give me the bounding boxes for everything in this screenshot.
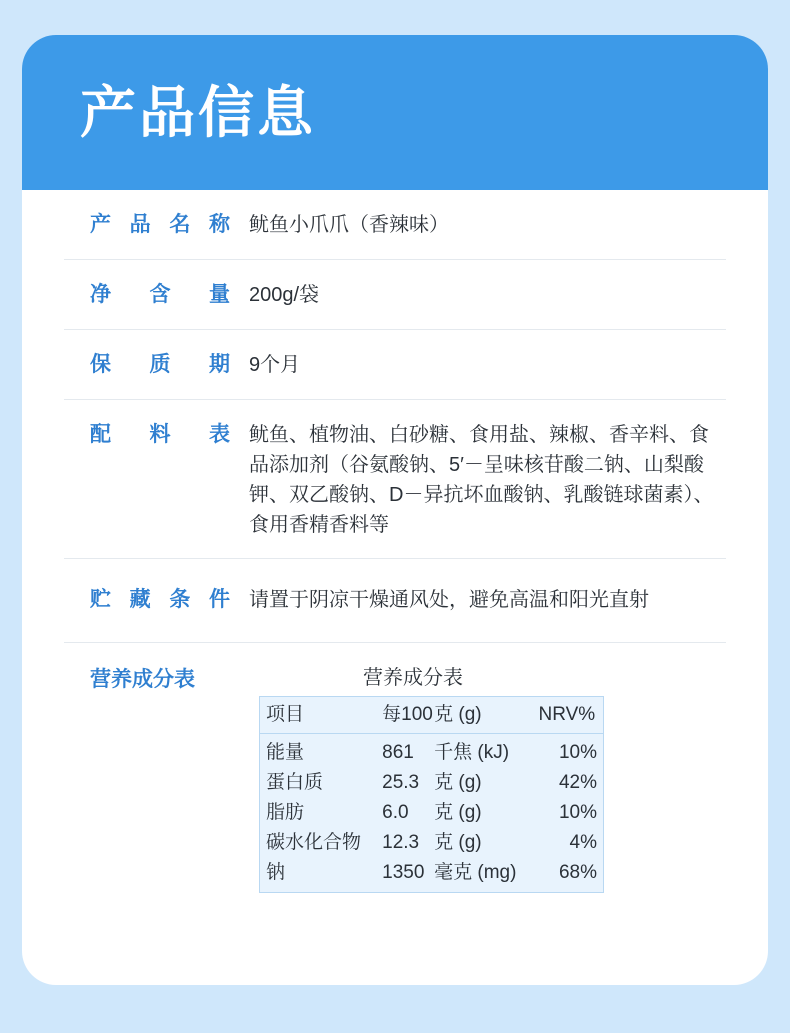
row-label-net-content — [64, 280, 249, 310]
info-row-net-content — [64, 260, 726, 330]
cell-amount-num: 861 — [382, 742, 414, 763]
cell-item: 蛋白质 — [266, 772, 324, 793]
table-row — [260, 798, 604, 828]
row-label-storage — [64, 585, 249, 615]
card-header — [22, 35, 768, 190]
cell-nrv: 10% — [558, 802, 597, 823]
row-label-storage-text: 贮藏条件 — [90, 588, 230, 611]
cell-amount — [376, 798, 529, 828]
column-header-amount-num: 每100 — [382, 704, 433, 725]
row-value-product-name: 鱿鱼小爪爪（香辣味） — [249, 214, 449, 236]
page-title: 产品信息 — [80, 80, 316, 144]
cell-amount-unit: 千焦 (kJ) — [434, 742, 510, 763]
info-row-product-name — [64, 190, 726, 260]
cell-item: 脂肪 — [266, 802, 305, 823]
cell-nrv: 68% — [558, 862, 597, 883]
cell-amount-num: 6.0 — [382, 802, 409, 823]
cell-amount-unit: 克 (g) — [434, 802, 482, 823]
cell-amount-num: 1350 — [382, 862, 425, 883]
cell-item: 能量 — [266, 742, 305, 763]
cell-amount — [376, 734, 529, 769]
cell-amount — [376, 828, 529, 858]
nutrition-caption: 营养成分表 — [363, 667, 463, 689]
cell-amount-num: 12.3 — [382, 832, 420, 853]
cell-amount-unit: 克 (g) — [434, 772, 482, 793]
column-header-amount-unit: 克 (g) — [434, 704, 482, 725]
nutrition-section — [249, 665, 726, 893]
table-row — [260, 828, 604, 858]
table-row — [260, 734, 604, 769]
column-header-amount — [376, 697, 529, 734]
info-rows — [22, 190, 768, 911]
row-label-nutrition — [64, 665, 249, 695]
cell-item: 碳水化合物 — [266, 832, 362, 853]
row-value-ingredients: 鱿鱼、植物油、白砂糖、食用盐、辣椒、香辛料、食品添加剂（谷氨酸钠、5′－呈味核苷酸二钠、山梨酸钾、双乙酸钠、D－异抗坏血酸钠、乳酸链球菌素）、食用香精香料等 — [249, 424, 714, 536]
table-row — [260, 858, 604, 893]
row-label-shelf-life-text: 保质期 — [90, 353, 230, 376]
row-value-net-content: 200g/袋 — [249, 284, 320, 306]
cell-nrv: 4% — [569, 832, 597, 853]
nutrition-table — [259, 696, 604, 893]
row-label-ingredients-text: 配料表 — [90, 423, 230, 446]
nutrition-table-body — [260, 734, 604, 893]
cell-amount — [376, 858, 529, 893]
column-header-item: 项目 — [260, 697, 377, 734]
row-label-product-name — [64, 210, 249, 240]
row-label-shelf-life — [64, 350, 249, 380]
column-header-nrv: NRV% — [529, 697, 604, 734]
row-label-nutrition-text: 营养成分表 — [90, 668, 195, 691]
info-row-storage — [64, 559, 726, 643]
cell-amount — [376, 768, 529, 798]
cell-nrv: 42% — [558, 772, 597, 793]
row-value-storage: 请置于阴凉干燥通风处，避免高温和阳光直射 — [249, 589, 649, 611]
table-row — [260, 768, 604, 798]
info-row-ingredients — [64, 400, 726, 559]
row-label-ingredients — [64, 420, 249, 450]
table-header-row — [260, 697, 604, 734]
product-info-card — [22, 35, 768, 985]
cell-amount-unit: 克 (g) — [434, 832, 482, 853]
row-label-net-content-text: 净含量 — [90, 283, 230, 306]
nutrition-table-head — [260, 697, 604, 734]
cell-amount-num: 25.3 — [382, 772, 420, 793]
info-row-nutrition — [64, 643, 726, 911]
row-value-shelf-life: 9个月 — [249, 354, 301, 376]
cell-nrv: 10% — [558, 742, 597, 763]
cell-amount-unit: 毫克 (mg) — [434, 862, 517, 883]
info-row-shelf-life — [64, 330, 726, 400]
cell-item: 钠 — [266, 862, 286, 883]
row-label-product-name-text: 产品名称 — [90, 213, 230, 236]
